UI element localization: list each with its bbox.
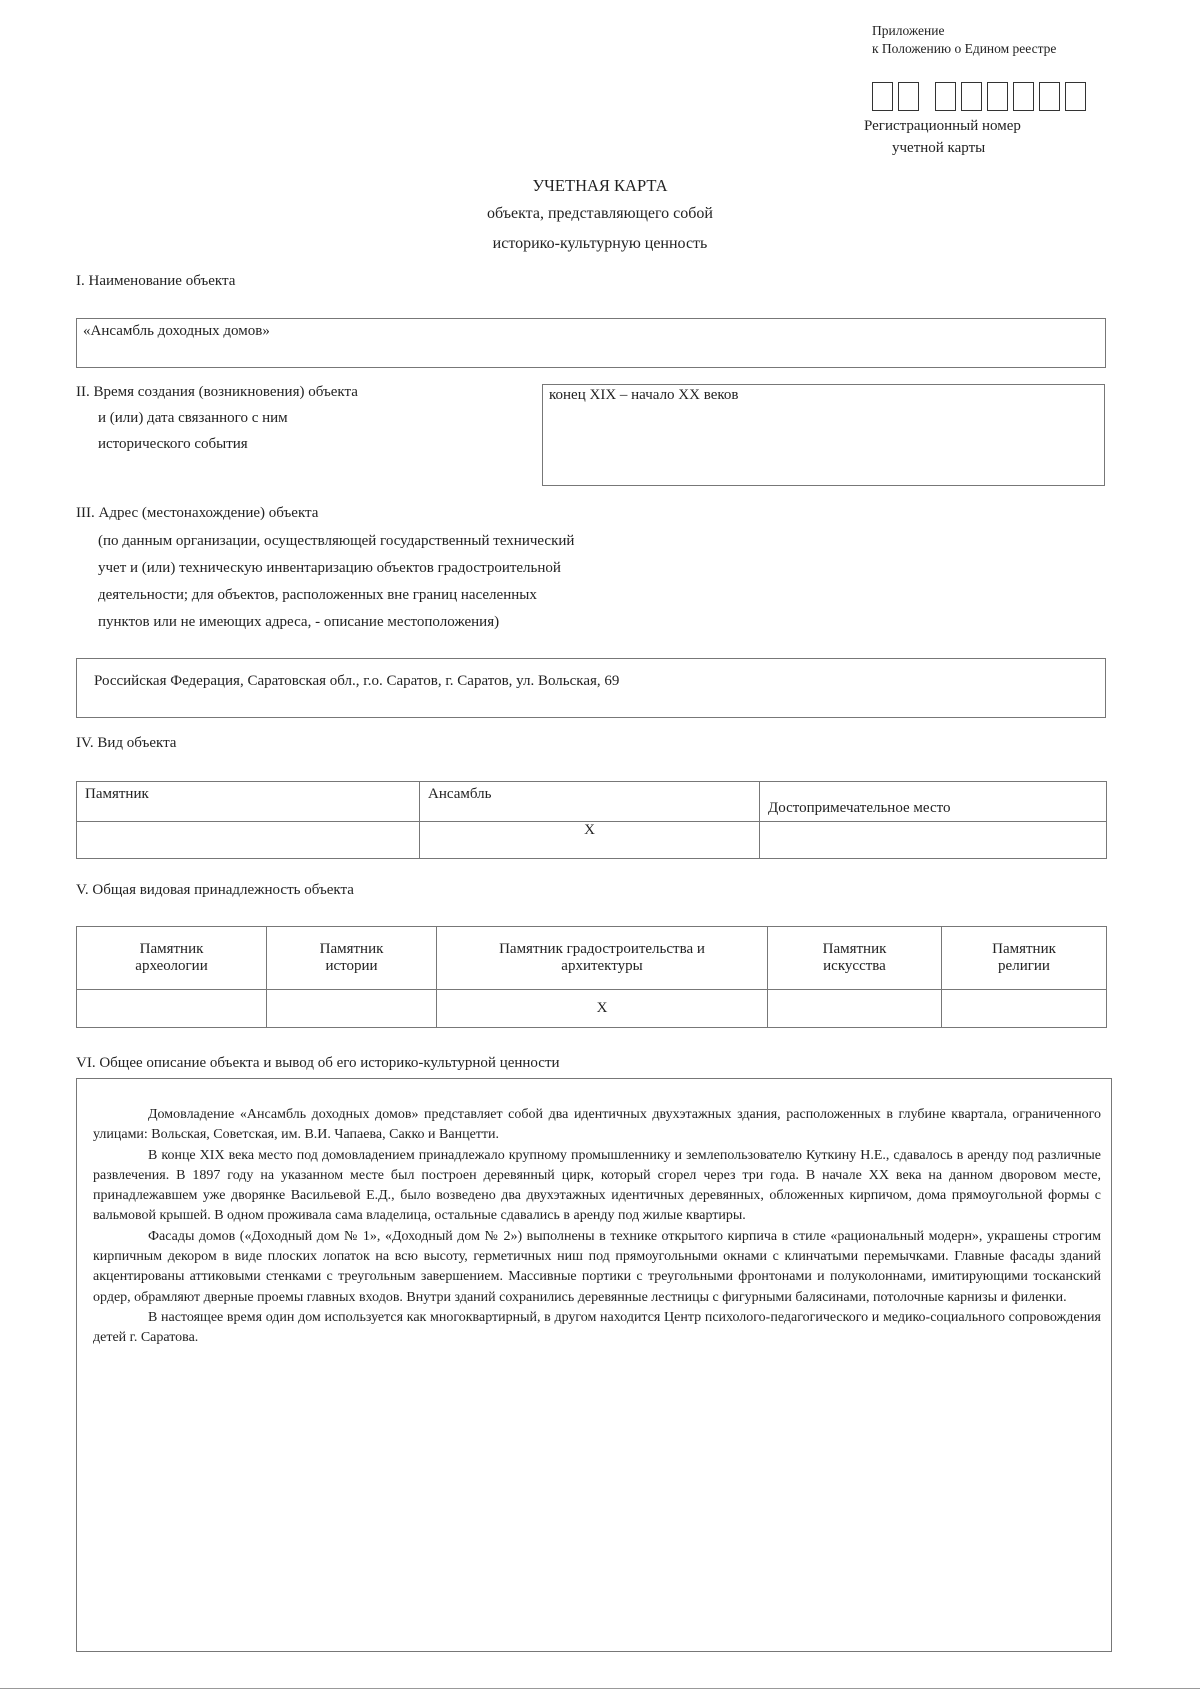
creation-date-box xyxy=(542,384,1105,486)
section-4-heading: IV. Вид объекта xyxy=(76,735,177,751)
card-subtitle-1: объекта, представляющего собой xyxy=(487,205,713,222)
category-header-architecture: Памятник градостроительства и архитектуры xyxy=(437,927,768,990)
reg-digit-box xyxy=(1013,82,1034,111)
type-header-monument: Памятник xyxy=(77,782,420,822)
reg-number-label-1: Регистрационный номер xyxy=(864,118,1021,134)
category-header-art: Памятник искусства xyxy=(768,927,942,990)
section-3-heading-1: III. Адрес (местонахождение) объекта xyxy=(76,505,319,521)
reg-digit-box xyxy=(935,82,956,111)
category-header-religion: Памятник религии xyxy=(942,927,1107,990)
type-header-ensemble: Ансамбль xyxy=(420,782,760,822)
object-type-table xyxy=(76,781,1107,859)
object-name-value: «Ансамбль доходных домов» xyxy=(83,323,270,339)
category-mark-history xyxy=(267,990,437,1028)
page-bottom-edge xyxy=(0,1688,1200,1689)
section-3-heading-4: деятельности; для объектов, расположенных вне границ населенных xyxy=(98,587,537,603)
section-1-heading: I. Наименование объекта xyxy=(76,273,236,289)
description-paragraph: Фасады домов («Доходный дом № 1», «Доходный дом № 2») выполнены в технике открытого кирпича в стиле «рациональный модерн», украшены строгим кирпичным декором в виде плоских лопаток на всю высоту, герметичных ниш под прямоугольными окнами с клинчатыми перемычками. Главные фасады зданий акцентированы аттиковыми стенками с треугольным завершением. Массивные портики с треугольными фронтонами и полуколоннами, имитирующими тосканский ордер, обрамляют дверные проемы главных входов. Внутри зданий сохранились деревянные лестницы с фигурными балясинами, потолочные карнизы и филенки. xyxy=(93,1228,1101,1305)
reg-digit-box xyxy=(1039,82,1060,111)
reg-digit-box xyxy=(987,82,1008,111)
card-subtitle-2: историко-культурную ценность xyxy=(492,235,708,252)
description-box xyxy=(76,1078,1112,1652)
section-5-heading: V. Общая видовая принадлежность объекта xyxy=(76,882,354,898)
section-3-heading-5: пунктов или не имеющих адреса, - описание местоположения) xyxy=(98,614,500,630)
type-mark-landmark xyxy=(760,822,1107,859)
reg-number-label-2: учетной карты xyxy=(892,140,986,156)
section-6-heading: VI. Общее описание объекта и вывод об его историко-культурной ценности xyxy=(76,1055,560,1071)
reg-digit-box xyxy=(872,82,893,111)
appendix-line-2: к Положению о Едином реестре xyxy=(872,41,1057,56)
section-3-heading-2: (по данным организации, осуществляющей государственный технический xyxy=(98,533,575,549)
address-box xyxy=(76,658,1106,718)
category-mark-religion xyxy=(942,990,1107,1028)
description-paragraph: В настоящее время один дом используется как многоквартирный, в другом находится Центр психолого-педагогического и медико-социального сопровождения детей г. Саратова. xyxy=(93,1309,1101,1346)
section-2-heading-1: II. Время создания (возникновения) объекта xyxy=(76,384,358,400)
category-mark-architecture: X xyxy=(437,990,768,1028)
section-2-heading-3: исторического события xyxy=(98,436,248,452)
category-table xyxy=(76,926,1107,1028)
type-header-landmark: Достопримечательное место xyxy=(760,782,1107,822)
section-3-heading-3: учет и (или) техническую инвентаризацию объектов градостроительной xyxy=(98,560,561,576)
category-mark-archaeology xyxy=(77,990,267,1028)
reg-digit-box xyxy=(1065,82,1086,111)
appendix-line-1: Приложение xyxy=(872,23,945,38)
description-paragraph: В конце XIX века место под домовладением принадлежало крупному промышленнику и землепользователю Куткину Н.Е., сдавалось в аренду под различные развлечения. В 1897 году на указанном месте был построен деревянный цирк, который сгорел через три года. В начале XX века на данном дворовом месте, принадлежавшем уже дворянке Васильевой Е.Д., было возведено два двухэтажных идентичных деревянных, обложенных кирпичом, дома прямоугольной формы с вальмовой крышей. В одном проживала сама владелица, остальные сдавались в аренду под жилые квартиры. xyxy=(93,1147,1101,1224)
address-value: Российская Федерация, Саратовская обл., г.о. Саратов, г. Саратов, ул. Вольская, 69 xyxy=(94,673,620,689)
description-paragraph: Домовладение «Ансамбль доходных домов» представляет собой два идентичных двухэтажных здания, расположенных в глубине квартала, ограниченного улицами: Вольская, Советская, им. В.И. Чапаева, Сакко и Ванцетти. xyxy=(93,1107,1101,1143)
type-mark-monument xyxy=(77,822,420,859)
section-2-heading-2: и (или) дата связанного с ним xyxy=(98,410,288,426)
creation-date-value: конец XIX – начало XX веков xyxy=(549,387,739,403)
reg-digit-box xyxy=(961,82,982,111)
type-mark-ensemble: X xyxy=(420,822,760,859)
card-title: УЧЕТНАЯ КАРТА xyxy=(532,176,668,195)
category-header-archaeology: Памятник археологии xyxy=(77,927,267,990)
description-text xyxy=(93,1105,1101,1349)
category-mark-art xyxy=(768,990,942,1028)
object-name-box xyxy=(76,318,1106,368)
reg-digit-box xyxy=(898,82,919,111)
category-header-history: Памятник истории xyxy=(267,927,437,990)
